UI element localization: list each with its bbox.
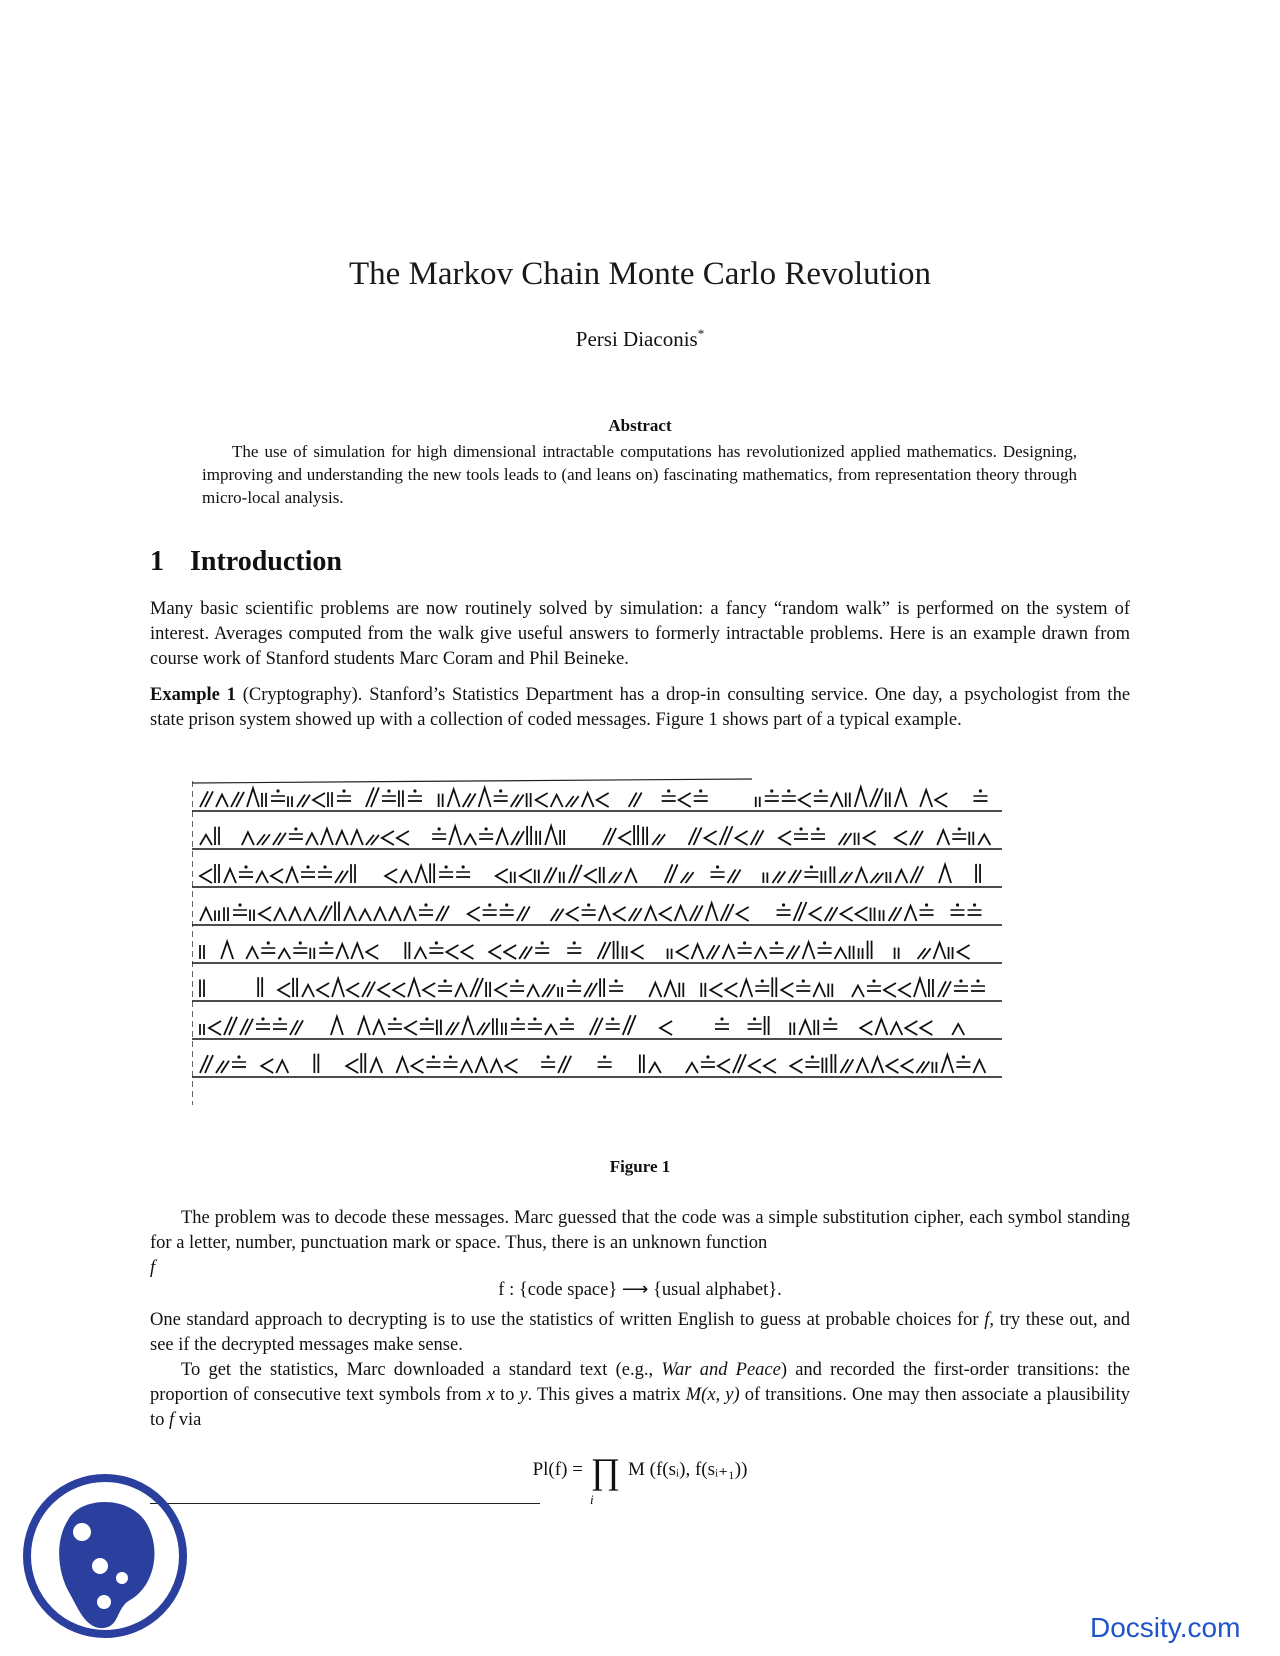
matrix-m: M(x, y) bbox=[685, 1385, 740, 1405]
product-index: i bbox=[590, 1492, 594, 1507]
approach-var: f bbox=[984, 1310, 990, 1330]
stats-to: to bbox=[499, 1385, 515, 1405]
cipher-figure bbox=[192, 775, 1054, 1115]
intro-paragraph: Many basic scientific problems are now routinely solved by simulation: a fancy “random walk” is performed on the system of interest. Averages computed from the walk give useful answers to formerly intractable problems. Here is an example drawn from course work of Stanford students Marc Coram and Phil Beineke. bbox=[150, 599, 1130, 669]
author-footnote-mark: * bbox=[697, 326, 705, 341]
section-title: Introduction bbox=[190, 546, 342, 577]
example-label: Example 1 bbox=[150, 685, 236, 705]
abstract-text: The use of simulation for high dimensional intractable computations has revolutionized applied mathematics. Designing, improving and understanding the new tools leads to (and leans on) fascinating mathematics, from representation theory through micro-local analysis. bbox=[202, 442, 1077, 507]
example-paragraph bbox=[150, 683, 1130, 733]
example-text: Stanford’s Statistics Department has a drop-in consulting service. One day, a psychologist from the state prison system showed up with a collection of coded messages. Figure 1 shows part of a typical example. bbox=[150, 685, 1131, 730]
var-y: y bbox=[519, 1385, 528, 1405]
equation-mapping: f : {code space} ⟶ {usual alphabet}. bbox=[498, 1280, 782, 1300]
approach-paragraph bbox=[150, 1308, 1130, 1358]
eq-rhs: M (f(sᵢ), f(sᵢ₊₁)) bbox=[628, 1459, 748, 1480]
var-x: x bbox=[486, 1385, 495, 1405]
abstract-heading: Abstract bbox=[608, 416, 672, 435]
statistics-paragraph bbox=[150, 1358, 1130, 1433]
approach-text-b: , try these out, and see if the decrypted messages make sense. bbox=[150, 1310, 1130, 1355]
problem-paragraph bbox=[150, 1206, 1130, 1281]
author-name: Persi Diaconis bbox=[575, 327, 698, 351]
author-line bbox=[0, 326, 1280, 352]
docsity-watermark-link[interactable]: Docsity.com bbox=[1090, 1612, 1241, 1643]
section-number: 1 bbox=[150, 546, 164, 577]
figure-caption: Figure 1 bbox=[609, 1157, 671, 1176]
stats-text-a: To get the statistics, Marc downloaded a standard text (e.g., bbox=[181, 1360, 654, 1380]
footnote-rule bbox=[150, 1503, 540, 1504]
approach-text-a: One standard approach to decrypting is to use the statistics of written English to guess at probable choices for bbox=[150, 1310, 979, 1330]
book-title: War and Peace bbox=[661, 1360, 781, 1380]
stats-text-b: ) and recorded the first-order transitions: the proportion of consecutive text symbols from bbox=[150, 1360, 1131, 1405]
eq-lhs: Pl(f) = bbox=[532, 1459, 583, 1480]
stats-text-d: of transitions. One may then associate a plausibility to bbox=[150, 1385, 1131, 1430]
paper-title: The Markov Chain Monte Carlo Revolution bbox=[349, 256, 931, 292]
cipher-image bbox=[192, 775, 1054, 1115]
var-f: f bbox=[169, 1410, 175, 1430]
product-symbol: ∏ bbox=[590, 1451, 621, 1491]
section-heading bbox=[150, 546, 342, 578]
example-topic: (Cryptography). bbox=[242, 685, 363, 705]
docsity-logo-icon[interactable] bbox=[20, 1468, 190, 1643]
problem-text: The problem was to decode these messages. Marc guessed that the code was a simple substitution cipher, each symbol standing for a letter, number, punctuation mark or space. Thus, there is an unknown function bbox=[150, 1208, 1130, 1253]
stats-text-c: . This gives a matrix bbox=[527, 1385, 681, 1405]
function-symbol: f bbox=[150, 1258, 156, 1278]
stats-text-e: via bbox=[178, 1410, 202, 1430]
equation-plausibility bbox=[0, 1450, 1280, 1507]
